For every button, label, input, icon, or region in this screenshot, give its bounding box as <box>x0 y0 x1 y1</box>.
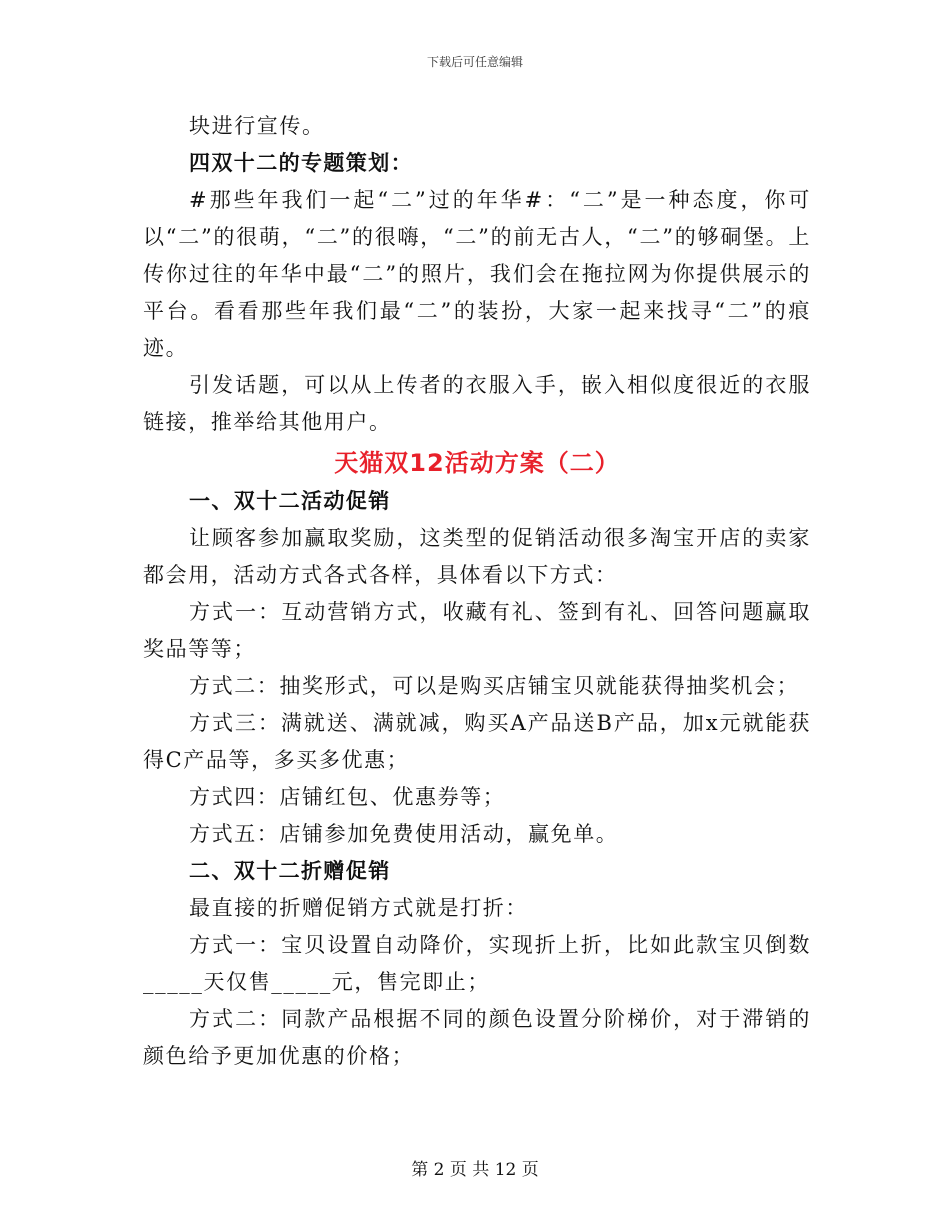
page-number-footer: 第 2 页 共 12 页 <box>411 1160 539 1180</box>
page-header-note: 下载后可任意编辑 <box>426 55 523 69</box>
paragraph: 方式三：满就送、满就减，购买A产品送B产品，加x元就能获得C产品等，多买多优惠； <box>143 711 811 772</box>
paragraph: 块进行宣传。 <box>189 114 325 138</box>
paragraph: 方式四：店铺红包、优惠券等； <box>189 785 506 809</box>
paragraph: 方式五：店铺参加免费使用活动，赢免单。 <box>189 822 619 846</box>
paragraph: 方式二：同款产品根据不同的颜色设置分阶梯价，对于滞销的颜色给予更加优惠的价格； <box>143 1007 811 1068</box>
paragraph: 让顾客参加赢取奖励，这类型的促销活动很多淘宝开店的卖家都会用，活动方式各式各样，具体看以下方式： <box>143 526 811 587</box>
section-heading: 四双十二的专题策划： <box>189 151 413 175</box>
paragraph: 方式一：互动营销方式，收藏有礼、签到有礼、回答问题赢取奖品等等； <box>143 600 811 661</box>
paragraph: 引发话题，可以从上传者的衣服入手，嵌入相似度很近的衣服链接，推举给其他用户。 <box>143 373 811 434</box>
paragraph: 方式一：宝贝设置自动降价，实现折上折，比如此款宝贝倒数_____天仅售_____元，售完即止； <box>143 933 811 994</box>
document-title: 天猫双12活动方案（二） <box>334 449 620 477</box>
section-heading: 一、双十二活动促销 <box>189 489 391 513</box>
paragraph: #那些年我们一起“二”过的年华#：“二”是一种态度，你可以“二”的很萌，“二”的很嗨，“二”的前无古人，“二”的够硐堡。上传你过往的年华中最“二”的照片，我们会在拖拉网为你提供展示的平台。看看那些年我们最“二”的装扮，大家一起来找寻“二”的痕迹。 <box>143 188 811 360</box>
paragraph: 方式二：抽奖形式，可以是购买店铺宝贝就能获得抽奖机会； <box>189 674 800 698</box>
document-body <box>143 108 811 1075</box>
section-heading: 二、双十二折赠促销 <box>189 859 391 883</box>
paragraph: 最直接的折赠促销方式就是打折： <box>189 896 528 920</box>
